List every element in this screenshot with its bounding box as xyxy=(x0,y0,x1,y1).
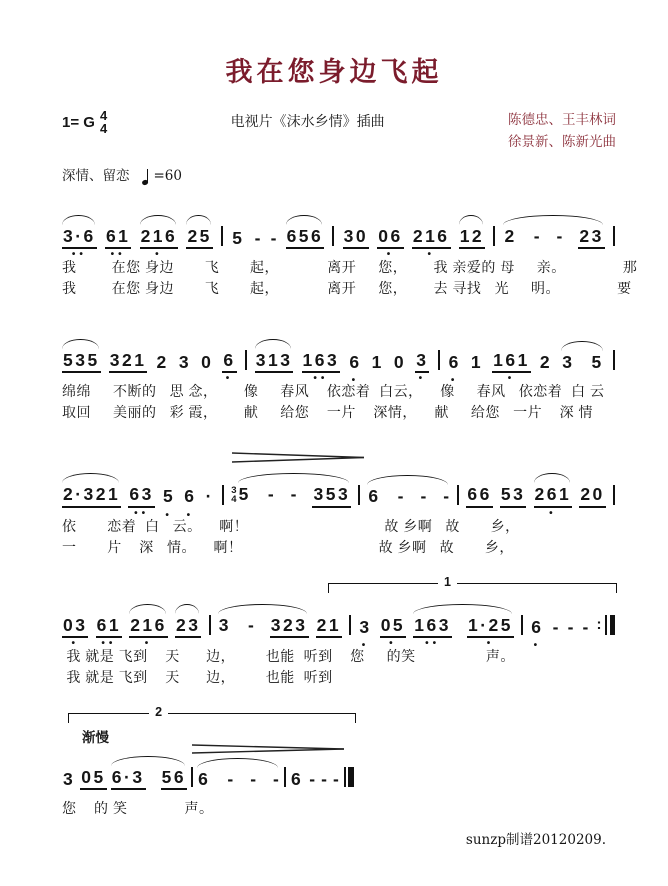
note-cell xyxy=(380,614,406,649)
note-text: - xyxy=(533,226,540,247)
notation-row xyxy=(62,350,615,387)
note-text: - xyxy=(552,616,559,637)
barline xyxy=(349,615,351,635)
note-text: 61 xyxy=(105,226,131,247)
note-text: 0 xyxy=(201,352,214,373)
note-cell xyxy=(186,226,212,249)
note-text: - xyxy=(267,484,274,505)
octave-dots: •• xyxy=(134,507,150,519)
octave-dots: • xyxy=(549,507,557,519)
note-cell xyxy=(272,769,280,790)
note-cell xyxy=(178,352,192,373)
notation-row xyxy=(62,226,615,261)
note-cell xyxy=(302,350,341,385)
decrescendo-hairpin xyxy=(192,741,344,759)
note-text: 3 xyxy=(416,350,429,371)
lyric-line-1: 绵绵 不断的 思 念， 像 春风 依恋着 白云， 像 春风 依恋着 白 云 xyxy=(62,383,605,400)
note-cell xyxy=(442,486,450,507)
note-text: 0 xyxy=(393,352,407,373)
octave-dots: • xyxy=(450,375,459,387)
note-cell xyxy=(320,769,328,790)
notation-row xyxy=(62,484,615,521)
note-cell xyxy=(62,350,101,373)
slur-group xyxy=(218,615,309,638)
note-cell xyxy=(205,486,215,507)
octave-dots: • xyxy=(165,509,173,521)
note-text: 2·321 xyxy=(63,484,121,505)
note-cell xyxy=(238,484,252,507)
octave-dots: • xyxy=(533,639,542,651)
note-cell xyxy=(162,486,176,521)
note-text: 353 xyxy=(313,484,351,505)
note-text: 6 xyxy=(184,486,197,507)
note-cell xyxy=(161,767,187,790)
note-cell xyxy=(500,484,526,507)
composer-credit: 徐景新、陈新光曲 xyxy=(507,133,616,149)
meter-change xyxy=(231,486,236,504)
note-cell xyxy=(567,617,575,638)
notation-row xyxy=(62,767,354,790)
note-text: 06 xyxy=(378,226,403,247)
note-text: - xyxy=(254,228,261,249)
note-cell xyxy=(105,226,131,261)
note-text: 161 xyxy=(493,350,530,371)
note-text: 261 xyxy=(534,484,572,505)
note-cell xyxy=(539,352,553,373)
note-text: 23 xyxy=(579,226,604,247)
note-cell xyxy=(448,352,462,387)
note-text: 1 xyxy=(371,352,384,373)
note-text: 6 xyxy=(198,768,211,789)
note-text: 163 xyxy=(302,350,340,371)
note-cell xyxy=(200,352,214,373)
barline xyxy=(613,350,615,370)
note-text: 30 xyxy=(343,226,369,247)
barline xyxy=(613,485,615,505)
note-text: 656 xyxy=(286,226,324,247)
lyricist-credit: 陈德忠、王丰林词 xyxy=(507,112,616,127)
octave-dots: •• xyxy=(101,637,117,649)
note-text: 3 xyxy=(359,616,372,637)
note-text: 6 xyxy=(368,486,381,507)
barline xyxy=(613,226,615,246)
note-text: 53 xyxy=(500,484,526,505)
note-cell xyxy=(492,350,531,385)
note-text: 63 xyxy=(129,484,154,505)
note-text: 20 xyxy=(580,484,605,505)
note-cell xyxy=(466,484,492,507)
lyric-line-1: 我 在您 身边 飞 起， 离开 您， 我 亲爱的 母 亲。 那 xyxy=(62,259,638,276)
decrescendo-hairpin xyxy=(232,450,364,468)
note-cell xyxy=(129,614,168,649)
note-text: 5 xyxy=(591,352,604,373)
note-text: - xyxy=(309,768,316,789)
note-cell xyxy=(286,226,325,249)
note-cell xyxy=(255,350,294,373)
note-cell xyxy=(503,226,517,249)
note-cell xyxy=(533,226,541,249)
note-text: - xyxy=(247,614,254,635)
note-text: 216 xyxy=(412,226,450,247)
note-cell xyxy=(552,617,560,638)
volta-number: 2 xyxy=(149,705,168,719)
tempo-value: =60 xyxy=(153,168,182,185)
note-cell xyxy=(62,226,97,261)
note-cell xyxy=(62,484,121,507)
note-cell xyxy=(290,484,298,507)
note-text: - xyxy=(567,616,574,637)
note-text: 6 xyxy=(531,616,544,637)
octave-dots: •• xyxy=(313,373,329,385)
quarter-note-icon xyxy=(142,167,151,184)
thick-bar xyxy=(610,615,616,635)
note-text: 05 xyxy=(81,766,106,787)
note-text: 323 xyxy=(270,614,308,635)
note-text: - xyxy=(250,768,257,789)
octave-dots: • xyxy=(361,639,370,651)
octave-dots: • xyxy=(155,249,163,261)
note-cell xyxy=(367,486,381,507)
thin-bar xyxy=(605,615,607,635)
barline xyxy=(521,615,523,635)
volta-bracket-2 xyxy=(68,704,356,723)
note-text: 216 xyxy=(130,614,167,635)
octave-dots: • xyxy=(386,249,395,261)
note-text: 5 xyxy=(232,228,245,249)
note-cell xyxy=(590,352,604,373)
note-text: 2 xyxy=(504,226,517,247)
note-text: 5 xyxy=(238,484,251,505)
note-cell xyxy=(197,769,211,790)
note-text: - xyxy=(443,486,450,507)
hairpin-lines xyxy=(232,452,364,463)
note-text: 56 xyxy=(161,766,187,787)
note-cell xyxy=(393,352,407,373)
key-signature xyxy=(62,109,107,135)
octave-dots: •• xyxy=(110,249,126,261)
octave-dots: •• xyxy=(71,249,87,261)
note-text: - xyxy=(420,486,427,507)
note-text: 05 xyxy=(380,614,406,635)
final-barline xyxy=(344,767,354,787)
repeat-dots: : xyxy=(596,616,602,634)
octave-dots: • xyxy=(71,637,79,649)
slur-group xyxy=(367,486,450,507)
note-cell xyxy=(249,769,257,790)
lyric-line-1: 我 就是 飞到 天 边， 也能 听到 您 的笑 声。 xyxy=(62,647,515,664)
note-cell xyxy=(377,226,403,261)
lyric-line-2: 我 在您 身边 飞 起， 离开 您， 去 寻找 光 明。 要 xyxy=(62,280,632,297)
barline xyxy=(221,226,223,246)
octave-dots: • xyxy=(351,375,360,387)
octave-dots: • xyxy=(486,637,495,649)
note-text: 12 xyxy=(459,226,485,247)
barline xyxy=(332,226,334,246)
note-cell xyxy=(183,486,197,521)
meter-digit: 4 xyxy=(231,494,237,505)
note-cell xyxy=(226,769,234,790)
slur-group xyxy=(111,767,187,790)
note-text: 3·6 xyxy=(63,226,96,247)
note-cell xyxy=(556,226,564,249)
thin-bar xyxy=(344,767,346,787)
slur-group xyxy=(503,226,604,249)
slur-group xyxy=(413,614,514,649)
note-text: · xyxy=(205,486,214,507)
note-text: 1·25 xyxy=(468,614,514,635)
note-text: 6 xyxy=(290,768,304,789)
hairpin-lines xyxy=(192,744,344,754)
note-text: - xyxy=(397,486,404,507)
note-text: 3 xyxy=(63,768,76,789)
note-cell xyxy=(247,615,255,638)
note-cell xyxy=(128,484,154,519)
barline xyxy=(222,485,224,505)
lyric-line-1: 依 恋着 白 云。 啊！ 故 乡啊 故 乡， xyxy=(62,517,520,534)
slur-group xyxy=(561,352,604,373)
octave-dots: • xyxy=(144,637,153,649)
barline xyxy=(191,767,193,787)
note-cell xyxy=(534,484,573,519)
note-text: - xyxy=(290,484,297,505)
composer-credits xyxy=(508,109,616,152)
note-text: 163 xyxy=(414,614,451,635)
note-cell xyxy=(343,226,369,249)
note-text: 3 xyxy=(218,614,231,635)
volta-bracket-1 xyxy=(328,574,617,593)
octave-dots: • xyxy=(507,373,516,385)
note-cell xyxy=(254,228,262,249)
note-text: 313 xyxy=(255,350,293,371)
tempo-change-text: 渐慢 xyxy=(82,729,109,746)
barline xyxy=(209,615,211,635)
note-cell xyxy=(109,350,148,373)
music-system-1 xyxy=(62,200,638,299)
tempo-expression: 深情、留恋 xyxy=(62,168,130,185)
note-cell xyxy=(231,228,245,249)
note-cell xyxy=(582,617,590,638)
key-prefix: 1= G xyxy=(62,113,95,131)
octave-dots: • xyxy=(427,249,435,261)
note-cell xyxy=(270,615,309,638)
note-text: 25 xyxy=(187,226,212,247)
volta-number: 1 xyxy=(438,575,457,589)
note-text: 3 xyxy=(562,352,575,373)
note-text: 23 xyxy=(176,614,201,635)
music-system-2 xyxy=(62,324,615,423)
note-text: - xyxy=(270,228,277,249)
notation-row xyxy=(62,614,615,651)
note-cell xyxy=(140,226,179,261)
note-cell xyxy=(415,350,429,385)
octave-dots: • xyxy=(389,637,397,649)
tempo-marking xyxy=(0,152,668,184)
note-text: 5 xyxy=(162,486,176,507)
note-text: - xyxy=(227,768,234,789)
slur-group xyxy=(238,484,352,507)
note-text: - xyxy=(582,616,589,637)
note-text: 03 xyxy=(63,614,88,635)
note-text: 6 xyxy=(448,352,461,373)
note-text: 321 xyxy=(109,350,147,371)
lyric-line-1: 您 的 笑 声。 xyxy=(62,799,214,816)
thick-bar xyxy=(348,767,354,787)
note-text: - xyxy=(273,768,279,789)
barline xyxy=(457,485,459,505)
note-cell xyxy=(175,615,201,638)
barline xyxy=(438,350,440,370)
time-signature: 4 4 xyxy=(99,108,108,136)
note-cell xyxy=(62,769,76,790)
meter-digit: 3 xyxy=(231,484,237,496)
note-cell xyxy=(332,769,340,790)
note-text: 6 xyxy=(349,352,362,373)
music-system-3 xyxy=(62,448,615,557)
note-text: 2 xyxy=(156,352,169,373)
note-cell xyxy=(308,769,316,790)
note-cell xyxy=(316,615,342,638)
note-cell xyxy=(371,352,385,373)
note-cell xyxy=(419,486,427,507)
barline xyxy=(284,767,286,787)
lyric-line-2: 一 片 深 情。 啊！ 故 乡啊 故 乡， xyxy=(62,538,514,555)
note-cell xyxy=(561,352,575,373)
lyric-line-2: 取回 美丽的 彩 霞， 献 给您 一片 深情， 献 给您 一片 深 情 xyxy=(62,404,594,421)
note-cell xyxy=(358,616,372,651)
note-cell xyxy=(312,484,351,507)
barline xyxy=(493,226,495,246)
note-cell xyxy=(111,767,146,790)
header-row xyxy=(0,89,668,152)
note-cell xyxy=(156,352,170,373)
music-system-5 xyxy=(62,704,615,819)
note-cell xyxy=(530,616,544,651)
engraver-credit: sunzp制谱20120209. xyxy=(465,831,606,848)
note-cell xyxy=(290,769,304,790)
note-text: 21 xyxy=(316,614,342,635)
note-text: 66 xyxy=(467,484,492,505)
note-text: - xyxy=(556,226,563,247)
note-cell xyxy=(270,228,278,249)
note-cell xyxy=(459,226,485,249)
octave-dots: • xyxy=(186,509,195,521)
repeat-end-barline xyxy=(597,615,616,635)
note-text: 216 xyxy=(140,226,178,247)
note-cell xyxy=(222,350,236,385)
lyric-line-2: 我 就是 飞到 天 边， 也能 听到 xyxy=(62,668,333,685)
barline xyxy=(358,485,360,505)
note-cell xyxy=(470,352,484,373)
slur-group xyxy=(197,769,280,790)
note-cell xyxy=(397,486,405,507)
octave-dots: •• xyxy=(425,637,441,649)
subtitle: 电视片《沫水乡情》插曲 xyxy=(230,113,385,129)
octave-dots: • xyxy=(225,373,234,385)
note-cell xyxy=(412,226,451,261)
note-cell xyxy=(267,484,275,507)
note-text: 6 xyxy=(223,350,236,371)
note-text: 3 xyxy=(178,352,192,373)
note-cell xyxy=(348,352,362,387)
note-text: 2 xyxy=(539,352,553,373)
barline xyxy=(245,350,247,370)
note-text: - xyxy=(333,768,339,789)
note-cell xyxy=(467,614,514,649)
note-text: 61 xyxy=(96,614,122,635)
note-text: - xyxy=(321,768,327,789)
note-cell xyxy=(62,614,88,649)
music-system-4 xyxy=(62,574,615,688)
note-text: 1 xyxy=(470,352,484,373)
note-cell xyxy=(578,226,604,249)
song-title: 我在您身边飞起 xyxy=(225,57,443,88)
note-cell xyxy=(579,484,605,507)
note-cell xyxy=(218,615,232,638)
note-cell xyxy=(96,614,122,649)
note-text: 535 xyxy=(63,350,100,371)
note-text: 6·3 xyxy=(111,766,145,787)
octave-dots: • xyxy=(418,373,427,385)
score-body xyxy=(0,184,638,819)
note-cell xyxy=(413,614,452,649)
note-cell xyxy=(80,767,106,790)
